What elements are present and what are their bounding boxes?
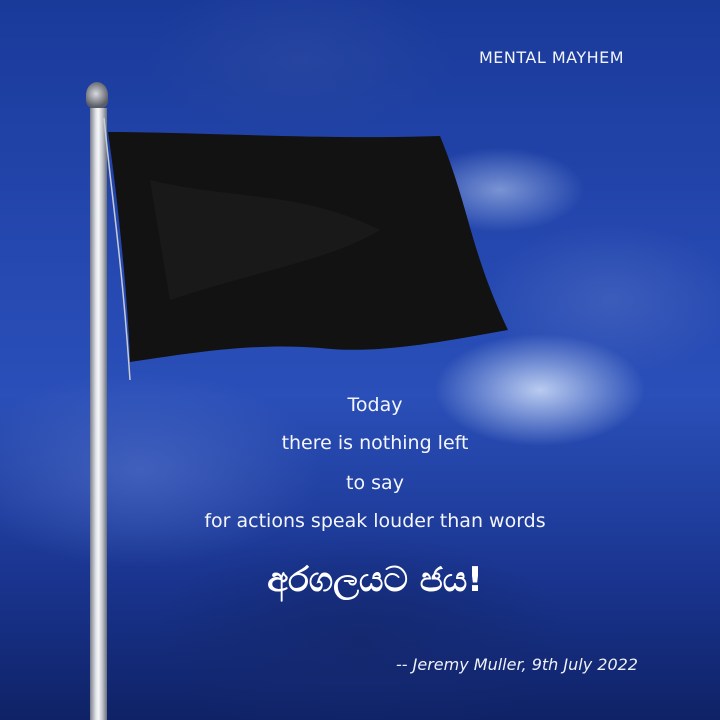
quote-line-4: for actions speak louder than words: [204, 510, 546, 532]
brand-label: MENTAL MAYHEM: [479, 48, 625, 67]
quote-line-2: there is nothing left: [281, 432, 469, 454]
quote-line-3: to say: [346, 472, 404, 494]
slogan-text: අරගලයට ජය!: [267, 560, 483, 600]
attribution: -- Jeremy Muller, 9th July 2022: [396, 655, 638, 674]
quote-line-1: Today: [347, 394, 403, 416]
